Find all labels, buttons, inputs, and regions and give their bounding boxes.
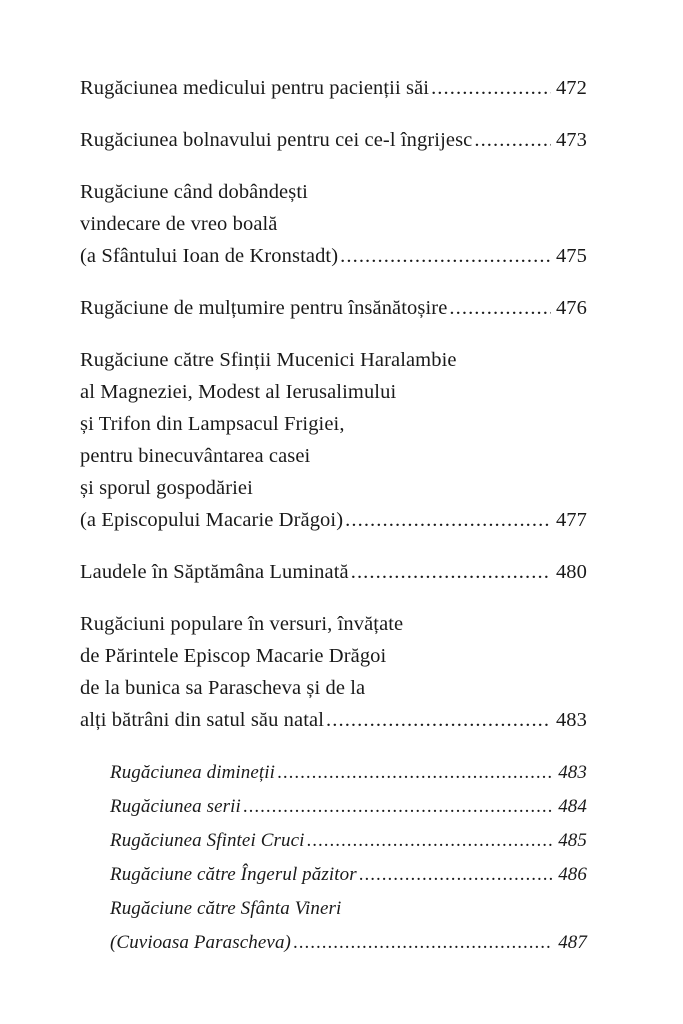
dot-leader: [340, 240, 551, 272]
toc-subentry[interactable]: [80, 756, 587, 790]
toc-entry[interactable]: [80, 556, 587, 588]
toc-entry-title: Rugăciunea dimineții: [110, 762, 276, 783]
toc-entry-last-line: [80, 704, 587, 736]
toc-entry-last-line: [80, 72, 587, 104]
toc-entry-line: [80, 440, 587, 472]
toc-entry-title: alți bătrâni din satul său natal: [80, 709, 325, 731]
toc-entry-last-line: [80, 292, 587, 324]
toc-entry-title: pentru binecuvântarea casei: [80, 445, 311, 467]
toc-entry-title: și sporul gospodăriei: [80, 477, 253, 499]
toc-entry-title: (Cuvioasa Parascheva): [110, 932, 291, 953]
toc-entry-last-line: [110, 756, 587, 790]
toc-entry-title: de la bunica sa Parascheva și de la: [80, 677, 366, 699]
toc-page-number: 475: [555, 245, 587, 267]
toc-entry-last-line: [110, 926, 587, 960]
toc-entry-title: Rugăciunea Sfintei Cruci: [110, 830, 305, 851]
toc-page-number: 483: [558, 762, 587, 783]
toc-entry-title: Rugăciuni populare în versuri, învățate: [80, 613, 404, 635]
toc-page-number: 487: [558, 932, 587, 953]
toc-entry-line: [110, 892, 587, 926]
toc-entry-line: [80, 408, 587, 440]
toc-entry-title: de Părintele Episcop Macarie Drăgoi: [80, 645, 387, 667]
toc-entry[interactable]: [80, 124, 587, 156]
dot-leader: [293, 926, 553, 960]
dot-leader: [449, 292, 551, 324]
toc-page-number: 484: [558, 796, 587, 817]
toc-entry-title: Rugăciune către Sfânta Vineri: [110, 898, 342, 919]
toc-entry-title: Rugăciune către Îngerul păzitor: [110, 864, 357, 885]
dot-leader: [431, 72, 551, 104]
dot-leader: [351, 556, 551, 588]
toc-entry-last-line: [80, 556, 587, 588]
toc-entry-last-line: [110, 824, 587, 858]
toc-entry-last-line: [80, 124, 587, 156]
toc-entry-title: Rugăciunea bolnavului pentru cei ce-l îngrijesc: [80, 129, 473, 151]
toc-entry-title: Laudele în Săptămâna Luminată: [80, 561, 349, 583]
dot-leader: [243, 790, 553, 824]
toc-page-number: 472: [555, 77, 587, 99]
toc-page-number: 473: [555, 129, 587, 151]
dot-leader: [345, 504, 551, 536]
toc-entry-line: [80, 640, 587, 672]
toc-entry-title: vindecare de vreo boală: [80, 213, 278, 235]
toc-entry-line: [80, 472, 587, 504]
toc-entry[interactable]: [80, 72, 587, 104]
toc-entry-title: Rugăciunea medicului pentru pacienții săi: [80, 77, 430, 99]
toc-subentry[interactable]: [80, 892, 587, 960]
toc-entry-title: Rugăciune de mulțumire pentru însănătoșire: [80, 297, 448, 319]
toc-entry-line: [80, 344, 587, 376]
toc-entry-title: Rugăciunea serii: [110, 796, 241, 817]
toc-subentry-group: [80, 756, 587, 960]
toc-entry-line: [80, 208, 587, 240]
dot-leader: [474, 124, 551, 156]
toc-page-number: 486: [558, 864, 587, 885]
toc-entry-last-line: [80, 504, 587, 536]
toc-entry[interactable]: [80, 176, 587, 272]
toc-entry-last-line: [110, 790, 587, 824]
toc-page-number: 476: [555, 297, 587, 319]
toc-entry-last-line: [80, 240, 587, 272]
toc-entry[interactable]: [80, 344, 587, 536]
toc-entry-title: (a Sfântului Ioan de Kronstadt): [80, 245, 339, 267]
toc-subentry[interactable]: [80, 858, 587, 892]
toc-entry[interactable]: [80, 292, 587, 324]
toc-entry-last-line: [110, 858, 587, 892]
toc-entry-line: [80, 672, 587, 704]
toc-entry-title: al Magneziei, Modest al Ierusalimului: [80, 381, 397, 403]
dot-leader: [359, 858, 553, 892]
toc-entry-line: [80, 608, 587, 640]
dot-leader: [326, 704, 551, 736]
toc-entry-line: [80, 376, 587, 408]
dot-leader: [306, 824, 553, 858]
toc-entry-title: Rugăciune către Sfinții Mucenici Haralambie: [80, 349, 457, 371]
toc-page-number: 483: [555, 709, 587, 731]
dot-leader: [277, 756, 553, 790]
toc-subentry[interactable]: [80, 824, 587, 858]
toc-entry-title: (a Episcopului Macarie Drăgoi): [80, 509, 344, 531]
toc-entry-title: Rugăciune când dobândești: [80, 181, 308, 203]
table-of-contents: [80, 72, 587, 960]
toc-page-number: 485: [558, 830, 587, 851]
toc-entry[interactable]: [80, 608, 587, 736]
toc-subentry[interactable]: [80, 790, 587, 824]
toc-entry-title: și Trifon din Lampsacul Frigiei,: [80, 413, 345, 435]
toc-page-number: 477: [555, 509, 587, 531]
toc-page-number: 480: [555, 561, 587, 583]
toc-entry-line: [80, 176, 587, 208]
